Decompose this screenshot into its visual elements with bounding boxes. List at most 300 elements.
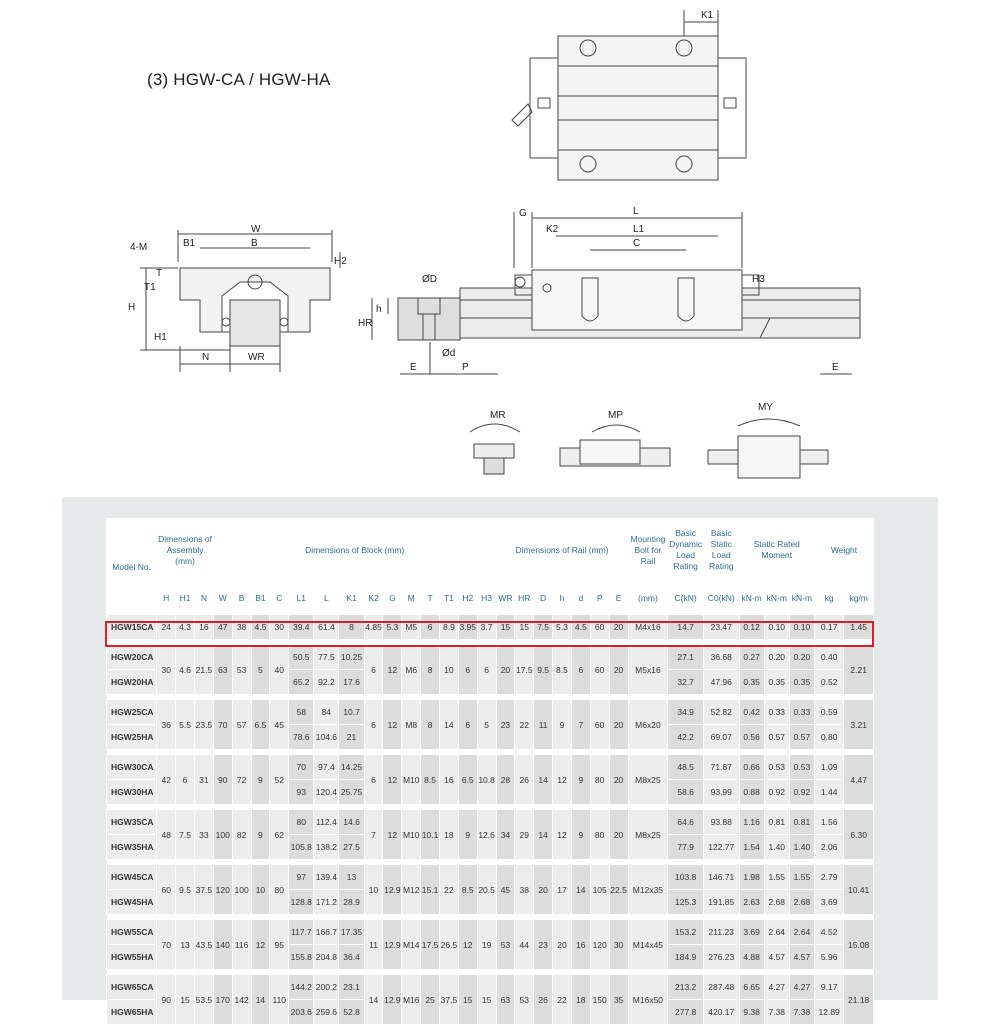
cell-model: HGW30HA [107,780,157,805]
cell-l: 77.5 [314,645,339,670]
cell-l1: 155.8 [289,945,314,970]
cell-g: 12.9 [383,865,402,915]
cell-block-kg: 2.06 [815,835,844,860]
cell-c0-kn: 71.87 [703,755,739,780]
cell-t: 25 [421,975,440,1025]
cell-mr: 4.88 [739,945,764,970]
cell-b: 53 [232,645,251,695]
cell-mr: 0.88 [739,780,764,805]
cell-hr: 26 [515,755,534,805]
label-w: W [251,224,261,235]
column-header: C [270,582,289,615]
cell-bolt: M6x20 [628,700,668,750]
spec-body [107,615,874,1025]
cell-c: 52 [270,755,289,805]
cell-rail-kgm: 10.41 [844,865,874,915]
cell-c-kn: 277.8 [668,1000,704,1025]
cell-my: 0.57 [789,725,814,750]
cell-block-kg: 2.79 [815,865,844,890]
cell-t1: 26.5 [439,920,458,970]
cell-k1: 10.7 [339,700,364,725]
cell-t1: 10 [439,645,458,695]
cell-p: 80 [590,755,609,805]
label-small-h: h [376,304,382,315]
cell-block-kg: 5.96 [815,945,844,970]
cell-k2: 6 [364,755,383,805]
cell-block-kg: 1.09 [815,755,844,780]
cell-c0-kn: 191.85 [703,890,739,915]
cell-d: 9 [571,755,590,805]
cell-w: 63 [213,645,232,695]
cell-h2: 8.5 [458,865,477,915]
cell-l1: 39.4 [289,615,314,640]
cell-t1: 37.5 [439,975,458,1025]
column-header: N [194,582,213,615]
column-header: H3 [477,582,496,615]
label-t1: T1 [144,282,156,293]
cell-k1: 17.35 [339,920,364,945]
cell-k2: 6 [364,645,383,695]
cell-c-kn: 14.7 [668,615,704,640]
cell-k2: 6 [364,700,383,750]
cell-h: 9 [553,700,572,750]
cell-n: 23.5 [194,700,213,750]
label-h1: H1 [154,332,167,343]
cell-k2: 14 [364,975,383,1025]
column-header: C(kN) [668,582,704,615]
cell-mp: 1.55 [764,865,789,890]
cell-k2: 10 [364,865,383,915]
cell-block-kg: 1.44 [815,780,844,805]
column-header: G [383,582,402,615]
cell-mr: 9.38 [739,1000,764,1025]
cell-b: 142 [232,975,251,1025]
column-header: K2 [364,582,383,615]
cell-h3: 20.5 [477,865,496,915]
cell-my: 1.40 [789,835,814,860]
header-block: Dimensions of Block (mm) [213,519,496,582]
cell-h: 12 [553,755,572,805]
table-row [107,865,874,890]
column-header: P [590,582,609,615]
cell-h1: 7.5 [176,810,195,860]
cell-hr: 15 [515,615,534,640]
cell-my: 4.57 [789,945,814,970]
cell-h3: 5 [477,700,496,750]
cell-k2: 7 [364,810,383,860]
cell-model: HGW45CA [107,865,157,890]
cell-t1: 18 [439,810,458,860]
cell-t: 8 [421,700,440,750]
cell-c: 45 [270,700,289,750]
cell-c-kn: 48.5 [668,755,704,780]
cell-l: 138.2 [314,835,339,860]
cell-my: 2.64 [789,920,814,945]
cell-l: 84 [314,700,339,725]
cell-e: 20 [609,755,628,805]
cell-wr: 63 [496,975,515,1025]
cell-model: HGW55CA [107,920,157,945]
cell-m: M12 [402,865,421,915]
cell-c0-kn: 420.17 [703,1000,739,1025]
cell-c-kn: 58.6 [668,780,704,805]
cell-g: 12 [383,645,402,695]
cell-mp: 4.27 [764,975,789,1000]
cell-mp: 0.20 [764,645,789,670]
cell-b: 57 [232,700,251,750]
cell-my: 0.20 [789,645,814,670]
cell-my: 0.10 [789,615,814,640]
cell-k1: 28.9 [339,890,364,915]
cell-d: 9.5 [534,645,553,695]
cell-c0-kn: 211.23 [703,920,739,945]
cell-h: 30 [157,645,176,695]
cell-c0-kn: 36.68 [703,645,739,670]
label-b: B [251,238,258,249]
cell-k1: 21 [339,725,364,750]
cell-block-kg: 4.52 [815,920,844,945]
front-view-block [140,230,340,372]
cell-l: 259.6 [314,1000,339,1025]
cell-c-kn: 27.1 [668,645,704,670]
header-weight: Weight [815,519,874,582]
cell-c: 110 [270,975,289,1025]
cell-c0-kn: 52.82 [703,700,739,725]
cell-n: 31 [194,755,213,805]
cell-d: 14 [534,755,553,805]
header-assembly: Dimensions of Assembly (mm) [157,519,214,582]
cell-b: 72 [232,755,251,805]
cell-hr: 53 [515,975,534,1025]
cell-d: 18 [571,975,590,1025]
cell-bolt: M8x25 [628,810,668,860]
column-header: W [213,582,232,615]
cell-p: 105 [590,865,609,915]
cell-model: HGW35HA [107,835,157,860]
cell-mr: 0.42 [739,700,764,725]
cell-c0-kn: 93.99 [703,780,739,805]
cell-model: HGW35CA [107,810,157,835]
cell-t1: 8.9 [439,615,458,640]
cell-e: 20 [609,810,628,860]
cell-k1: 14.25 [339,755,364,780]
cell-d: 7 [571,700,590,750]
cell-t1: 22 [439,865,458,915]
label-od: ØD [422,274,437,285]
cell-l1: 70 [289,755,314,780]
cell-e: 22.5 [609,865,628,915]
cell-mr: 2.63 [739,890,764,915]
cell-l1: 117.7 [289,920,314,945]
cell-e: 30 [609,920,628,970]
cell-mp: 0.57 [764,725,789,750]
cell-block-kg: 9.17 [815,975,844,1000]
cell-my: 0.81 [789,810,814,835]
cell-c: 30 [270,615,289,640]
cell-l: 61.4 [314,615,339,640]
cell-bolt: M14x45 [628,920,668,970]
cell-h: 90 [157,975,176,1025]
cell-mr: 0.27 [739,645,764,670]
cell-c: 62 [270,810,289,860]
table-row [107,975,874,1000]
cell-c-kn: 32.7 [668,670,704,695]
cell-hr: 38 [515,865,534,915]
cell-d: 14 [571,865,590,915]
cell-block-kg: 1.56 [815,810,844,835]
cell-l: 200.2 [314,975,339,1000]
spec-table [106,518,874,1025]
cell-e: 20 [609,615,628,640]
table-row [107,920,874,945]
cell-l1: 65.2 [289,670,314,695]
cell-d: 9 [571,810,590,860]
label-mp: MP [608,410,623,421]
column-header: K1 [339,582,364,615]
cell-h1: 5.5 [176,700,195,750]
column-header: C0(kN) [703,582,739,615]
label-p: P [462,362,469,373]
cell-my: 0.33 [789,700,814,725]
cell-mr: 1.54 [739,835,764,860]
cell-d: 16 [571,920,590,970]
cell-c: 95 [270,920,289,970]
cell-l1: 93 [289,780,314,805]
label-my: MY [758,402,773,413]
cell-rail-kgm: 21.18 [844,975,874,1025]
column-header: T1 [439,582,458,615]
cell-d: 7.5 [534,615,553,640]
label-4m: 4-M [130,242,148,253]
cell-d: 6 [571,645,590,695]
cell-b1: 9 [251,810,270,860]
cell-w: 70 [213,700,232,750]
label-od-small: Ød [442,348,456,359]
cell-c-kn: 153.2 [668,920,704,945]
cell-b: 100 [232,865,251,915]
cell-h: 17 [553,865,572,915]
cell-wr: 45 [496,865,515,915]
cell-wr: 53 [496,920,515,970]
cell-p: 60 [590,700,609,750]
cell-bolt: M16x50 [628,975,668,1025]
cell-mp: 4.57 [764,945,789,970]
cell-w: 120 [213,865,232,915]
label-c: C [633,238,641,249]
cell-l1: 80 [289,810,314,835]
cell-my: 0.53 [789,755,814,780]
cell-mp: 0.33 [764,700,789,725]
cell-my: 0.35 [789,670,814,695]
cell-wr: 28 [496,755,515,805]
cell-h2: 3.95 [458,615,477,640]
cell-l1: 128.8 [289,890,314,915]
column-header: B1 [251,582,270,615]
section-title: (3) HGW-CA / HGW-HA [147,70,331,89]
cell-k1: 17.6 [339,670,364,695]
column-header: WR [496,582,515,615]
cell-b1: 14 [251,975,270,1025]
column-header: kN-m [739,582,764,615]
cell-k1: 10.25 [339,645,364,670]
table-row [107,645,874,670]
column-header: kN-m [789,582,814,615]
cell-l1: 97 [289,865,314,890]
cell-g: 12.9 [383,920,402,970]
cell-b1: 12 [251,920,270,970]
cell-my: 1.55 [789,865,814,890]
cell-block-kg: 0.52 [815,670,844,695]
cell-block-kg: 0.59 [815,700,844,725]
cell-l1: 105.8 [289,835,314,860]
cell-t: 10.1 [421,810,440,860]
cell-rail-kgm: 3.21 [844,700,874,750]
label-wr: WR [248,352,265,363]
cell-bolt: M12x35 [628,865,668,915]
cell-h3: 10.8 [477,755,496,805]
header-bolt: Mounting Bolt for Rail [628,519,668,582]
cell-wr: 34 [496,810,515,860]
table-row [107,755,874,780]
cell-c0-kn: 47.96 [703,670,739,695]
label-t: T [156,268,163,279]
cell-k1: 8 [339,615,364,640]
cell-p: 60 [590,615,609,640]
cell-g: 12 [383,755,402,805]
cell-block-kg: 12.89 [815,1000,844,1025]
cell-b1: 5 [251,645,270,695]
cell-h3: 19 [477,920,496,970]
cell-mr: 3.69 [739,920,764,945]
cell-e: 20 [609,700,628,750]
cell-mp: 0.92 [764,780,789,805]
column-header: d [571,582,590,615]
label-g: G [519,208,527,219]
header-static: Basic Static Load Rating [703,519,739,582]
cell-m: M16 [402,975,421,1025]
cell-p: 120 [590,920,609,970]
cell-l1: 144.2 [289,975,314,1000]
cell-w: 47 [213,615,232,640]
cell-mp: 2.68 [764,890,789,915]
cell-h3: 3.7 [477,615,496,640]
cell-g: 12.9 [383,975,402,1025]
cell-b1: 6.5 [251,700,270,750]
cell-l: 92.2 [314,670,339,695]
cell-m: M10 [402,755,421,805]
cell-h: 20 [553,920,572,970]
cell-t1: 16 [439,755,458,805]
cell-h: 42 [157,755,176,805]
cell-model: HGW15CA [107,615,157,640]
cell-n: 43.5 [194,920,213,970]
label-l: L [633,206,639,217]
cell-h: 5.3 [553,615,572,640]
cell-hr: 17.5 [515,645,534,695]
cell-l1: 58 [289,700,314,725]
cell-l1: 203.6 [289,1000,314,1025]
cell-b: 38 [232,615,251,640]
cell-wr: 20 [496,645,515,695]
column-header: kg [815,582,844,615]
cell-g: 5.3 [383,615,402,640]
cell-mp: 2.64 [764,920,789,945]
cell-n: 37.5 [194,865,213,915]
cell-k1: 13 [339,865,364,890]
cell-w: 100 [213,810,232,860]
cell-n: 33 [194,810,213,860]
cell-h1: 6 [176,755,195,805]
cell-h3: 6 [477,645,496,695]
label-h: H [128,302,136,313]
cell-h1: 4.3 [176,615,195,640]
cell-c0-kn: 69.07 [703,725,739,750]
cell-l: 139.4 [314,865,339,890]
cell-h1: 9.5 [176,865,195,915]
label-l1: L1 [633,224,645,235]
column-header: E [609,582,628,615]
cell-mp: 0.81 [764,810,789,835]
cell-c-kn: 77.9 [668,835,704,860]
label-mr: MR [490,410,506,421]
cell-mr: 1.98 [739,865,764,890]
cell-h: 70 [157,920,176,970]
column-header: M [402,582,421,615]
cell-l1: 50.5 [289,645,314,670]
cell-d: 4.5 [571,615,590,640]
cell-rail-kgm: 1.45 [844,615,874,640]
column-header-row [107,582,874,615]
cell-mr: 0.66 [739,755,764,780]
cell-c0-kn: 276.23 [703,945,739,970]
column-header: kN-m [764,582,789,615]
cell-b: 116 [232,920,251,970]
cell-wr: 23 [496,700,515,750]
cell-c-kn: 184.9 [668,945,704,970]
label-n: N [202,352,210,363]
cell-c: 40 [270,645,289,695]
column-header: HR [515,582,534,615]
column-header: L1 [289,582,314,615]
column-header: H [157,582,176,615]
top-view-block [512,10,746,180]
cell-h2: 6.5 [458,755,477,805]
cell-mp: 0.53 [764,755,789,780]
cell-rail-kgm: 2.21 [844,645,874,695]
cell-h: 24 [157,615,176,640]
label-k1: K1 [701,10,714,21]
cell-mr: 0.35 [739,670,764,695]
cell-model: HGW45HA [107,890,157,915]
cell-w: 140 [213,920,232,970]
cell-model: HGW65CA [107,975,157,1000]
cell-l: 112.4 [314,810,339,835]
cell-h: 60 [157,865,176,915]
column-header: B [232,582,251,615]
highlight-box-hgw15ca [105,621,874,647]
cell-d: 11 [534,700,553,750]
cell-n: 53.5 [194,975,213,1025]
cell-t1: 14 [439,700,458,750]
cell-c-kn: 125.3 [668,890,704,915]
cell-c-kn: 64.6 [668,810,704,835]
cell-k2: 11 [364,920,383,970]
cell-mr: 0.56 [739,725,764,750]
column-header: D [534,582,553,615]
cell-bolt: M5x16 [628,645,668,695]
header-model-no: Model No. [107,519,157,615]
cell-m: M6 [402,645,421,695]
